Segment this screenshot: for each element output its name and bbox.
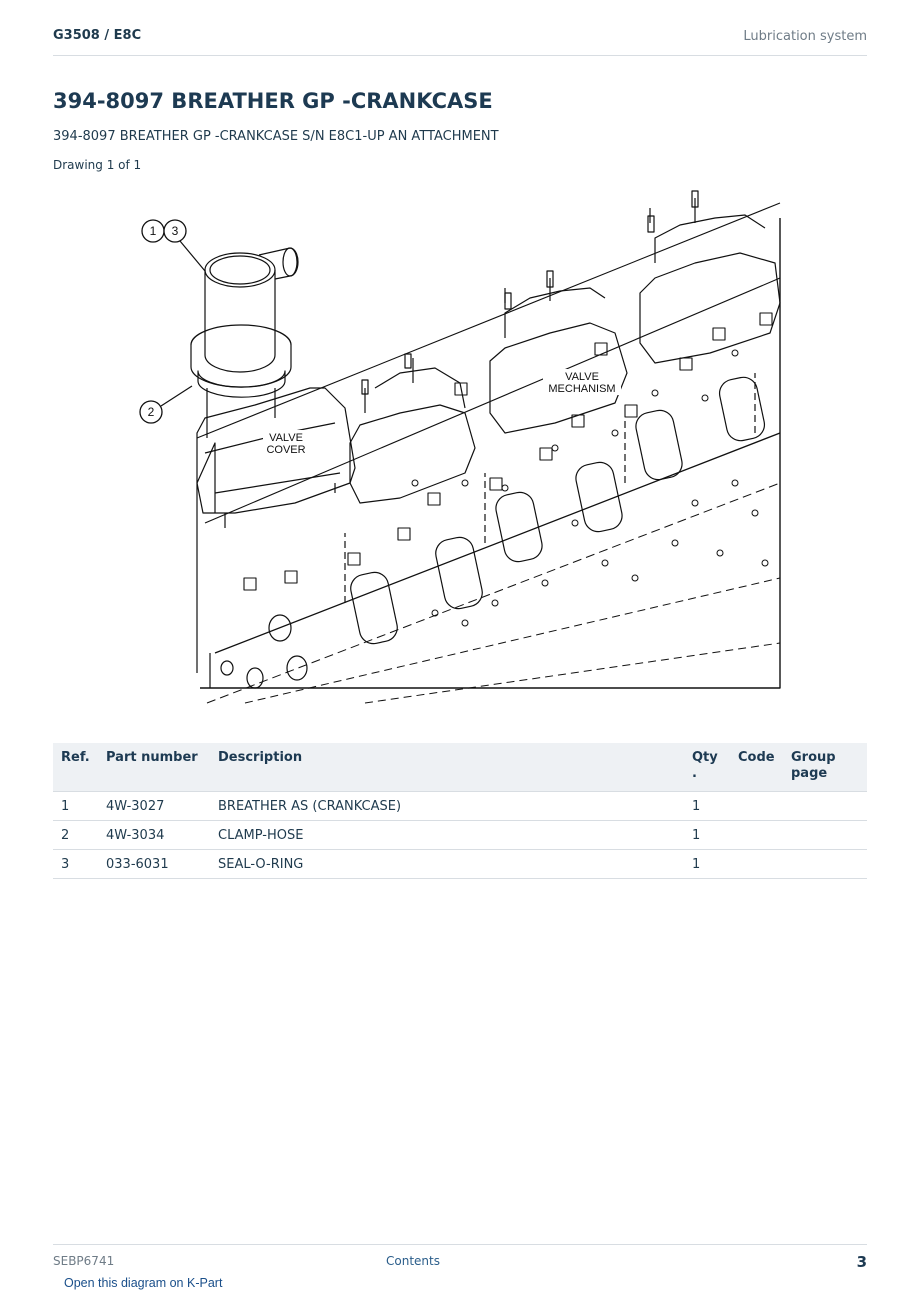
col-header-group-page <box>783 743 867 792</box>
cell-ref: 2 <box>53 821 98 850</box>
valve-cover-label-line2: COVER <box>266 444 306 456</box>
cell-part-number: 4W-3027 <box>98 792 210 821</box>
col-header-qty <box>684 743 730 792</box>
cell-code <box>730 850 783 879</box>
valve-cover-label-line1: VALVE <box>269 432 303 444</box>
table-row <box>53 821 867 850</box>
page-header <box>53 28 867 56</box>
parts-diagram <box>135 183 785 720</box>
open-in-kpart-link[interactable]: Open this diagram on K-Part <box>64 1276 223 1290</box>
cell-group-page <box>783 792 867 821</box>
col-header-ref: Ref. <box>53 743 98 792</box>
cell-qty: 1 <box>684 792 730 821</box>
drawing-count: Drawing 1 of 1 <box>53 158 142 172</box>
cell-description: CLAMP-HOSE <box>210 821 684 850</box>
model-label: G3508 / E8C <box>53 28 142 43</box>
cell-code <box>730 792 783 821</box>
valve-mechanism-label-line2: MECHANISM <box>548 383 616 395</box>
cell-ref: 3 <box>53 850 98 879</box>
document-number: SEBP6741 <box>53 1254 115 1268</box>
qty-header-line1: Qty <box>692 750 718 765</box>
table-header-row <box>53 743 867 792</box>
page-title: 394-8097 BREATHER GP -CRANKCASE <box>53 89 493 113</box>
engine-line-drawing <box>135 183 785 720</box>
cell-part-number: 4W-3034 <box>98 821 210 850</box>
cell-code <box>730 821 783 850</box>
parts-table <box>53 743 867 879</box>
cell-description: SEAL-O-RING <box>210 850 684 879</box>
group-header-line2: page <box>791 766 828 781</box>
page-footer <box>53 1244 867 1275</box>
col-header-part-number: Part number <box>98 743 210 792</box>
contents-link[interactable]: Contents <box>386 1254 440 1268</box>
cell-group-page <box>783 821 867 850</box>
cell-group-page <box>783 850 867 879</box>
callout-1: 1 <box>149 224 157 238</box>
cell-part-number: 033-6031 <box>98 850 210 879</box>
valve-mechanism-label-line1: VALVE <box>565 371 599 383</box>
page-subtitle: 394-8097 BREATHER GP -CRANKCASE S/N E8C1-UP AN ATTACHMENT <box>53 129 499 144</box>
cell-qty: 1 <box>684 850 730 879</box>
cell-qty: 1 <box>684 821 730 850</box>
callout-3: 3 <box>171 224 179 238</box>
col-header-code: Code <box>730 743 783 792</box>
table-row <box>53 792 867 821</box>
group-header-line1: Group <box>791 750 836 765</box>
table-row <box>53 850 867 879</box>
qty-header-line2: . <box>692 766 697 781</box>
col-header-description: Description <box>210 743 684 792</box>
section-label: Lubrication system <box>743 29 867 44</box>
cell-ref: 1 <box>53 792 98 821</box>
page-number: 3 <box>856 1253 867 1271</box>
callout-2: 2 <box>147 405 155 419</box>
cell-description: BREATHER AS (CRANKCASE) <box>210 792 684 821</box>
